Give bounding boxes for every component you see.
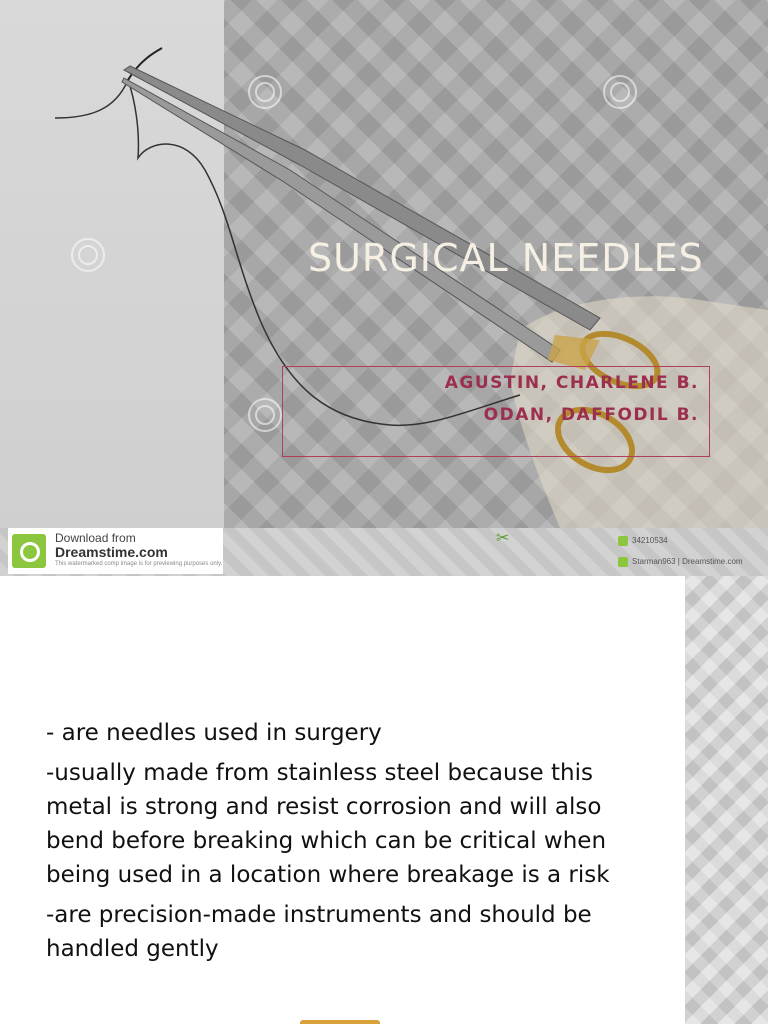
author-box	[282, 366, 710, 457]
watermark-credit	[618, 557, 743, 567]
bullet-list	[46, 716, 646, 972]
instrument-shaft-upper	[124, 66, 600, 330]
watermark-download-text: Download from	[55, 531, 136, 545]
instrument-shaft-lower	[122, 78, 560, 362]
slide-title: SURGICAL NEEDLES	[308, 236, 704, 280]
dreamstime-logo-icon	[12, 534, 46, 568]
next-slide-peek	[300, 1020, 380, 1024]
watermark-brand: Dreamstime.com	[55, 544, 168, 560]
bullet-item-3: -are precision-made instruments and should be handled gently	[46, 902, 592, 962]
watermark-note: This watermarked comp image is for previewing purposes only.	[55, 561, 223, 567]
credit-text: Starman963 | Dreamstime.com	[632, 557, 743, 567]
bullet-item-2: -usually made from stainless steel because this metal is strong and resist corrosion and will also bend before breaking which can be critical when being used in a location where breakage is a risk	[46, 760, 610, 888]
credit-badge-icon	[618, 557, 628, 567]
image-id-text: 34210534	[632, 536, 668, 546]
author-name-2: ODAN, DAFFODIL B.	[483, 405, 699, 425]
scissors-icon: ✂	[496, 528, 510, 547]
decorative-pattern-strip	[685, 576, 768, 1024]
bullet-item-1: - are needles used in surgery	[46, 720, 382, 746]
content-slide	[0, 576, 768, 1024]
author-name-1: AGUSTIN, CHARLENE B.	[444, 373, 699, 393]
watermark-banner	[8, 528, 223, 574]
id-badge-icon	[618, 536, 628, 546]
watermark-image-id	[618, 536, 668, 546]
